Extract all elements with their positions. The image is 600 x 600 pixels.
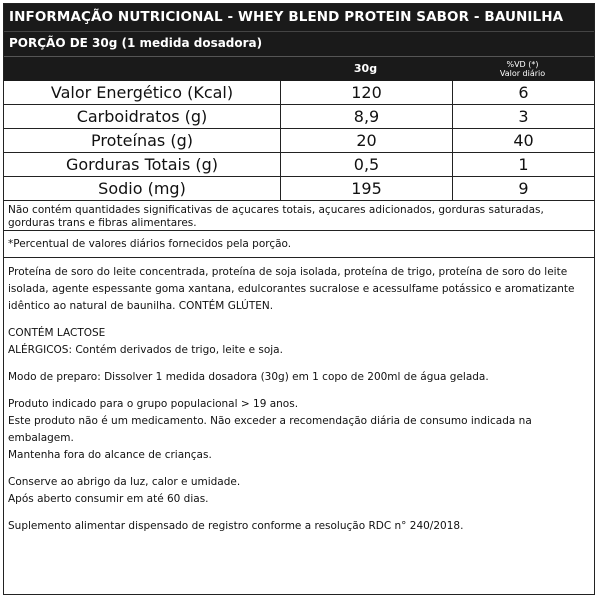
preparation-instructions: Dissolver 1 medida dosadora (30g) em 1 copo de 200ml de água gelada. <box>100 371 489 383</box>
nutrient-name: Carboidratos (g) <box>4 105 281 128</box>
table-header <box>4 56 594 81</box>
header-vd-label: %VD (*) <box>506 60 539 69</box>
serving-size: PORÇÃO DE 30g (1 medida dosadora) <box>4 31 594 56</box>
nutrient-amount: 20 <box>281 129 453 152</box>
daily-value-footnote: *Percentual de valores diários fornecidos pela porção. <box>4 231 594 258</box>
table-row <box>4 129 594 153</box>
ingredients-text: Proteína de soro do leite concentrada, proteína de soja isolada, proteína de trigo, proteína de soro do leite isolada, agente espessante goma xantana, edulcorantes sucralose e acessulfame potássico e aromatizante idêntico ao natural de baunilha. CONTÉM GLÚTEN. <box>8 266 575 312</box>
nutrient-amount: 120 <box>281 81 453 104</box>
nutrient-vd: 3 <box>518 107 529 126</box>
nutrient-name: Gorduras Totais (g) <box>4 153 281 176</box>
contains-lactose: CONTÉM LACTOSE <box>8 327 106 339</box>
header-vd <box>451 57 594 81</box>
header-spacer <box>4 57 280 81</box>
nutrient-vd: 6 <box>518 83 529 102</box>
nutrient-amount: 195 <box>281 177 453 200</box>
nutrient-name: Sodio (mg) <box>4 177 281 200</box>
nutrient-amount: 8,9 <box>281 105 453 128</box>
label-body <box>4 258 594 535</box>
no-significant-note: Não contém quantidades significativas de açucares totais, açucares adicionados, gorduras saturadas, gorduras trans e fibras alimentares. <box>4 201 594 231</box>
storage-text: Conserve ao abrigo da luz, calor e umidade. <box>8 476 241 488</box>
table-row <box>4 153 594 177</box>
table-row <box>4 177 594 201</box>
nutrient-vd: 1 <box>518 155 529 174</box>
table-row <box>4 81 594 105</box>
target-group-text: Produto indicado para o grupo populacional > 19 anos. <box>8 398 299 410</box>
nutrient-name: Proteínas (g) <box>4 129 281 152</box>
nutrient-amount: 0,5 <box>281 153 453 176</box>
not-medicine-text: Este produto não é um medicamento. Não exceder a recomendação diária de consumo indicada na embalagem. <box>8 415 532 444</box>
preparation-label: Modo de preparo: <box>8 371 101 383</box>
nutrient-name: Valor Energético (Kcal) <box>4 81 281 104</box>
nutrient-vd: 40 <box>513 131 534 150</box>
after-opening-text: Após aberto consumir em até 60 dias. <box>8 493 209 505</box>
label-title: INFORMAÇÃO NUTRICIONAL - WHEY BLEND PROTEIN SABOR - BAUNILHA <box>4 4 594 31</box>
registration-text: Suplemento alimentar dispensado de registro conforme a resolução RDC n° 240/2018. <box>8 520 464 532</box>
table-row <box>4 105 594 129</box>
allergens-text: ALÉRGICOS: Contém derivados de trigo, leite e soja. <box>8 344 283 356</box>
header-amount: 30g <box>353 62 378 75</box>
nutrition-label <box>3 3 595 595</box>
keep-away-text: Mantenha fora do alcance de crianças. <box>8 449 212 461</box>
nutrient-vd: 9 <box>518 179 529 198</box>
header-vd-sub: Valor diário <box>499 69 546 78</box>
preparation-text <box>8 369 590 386</box>
